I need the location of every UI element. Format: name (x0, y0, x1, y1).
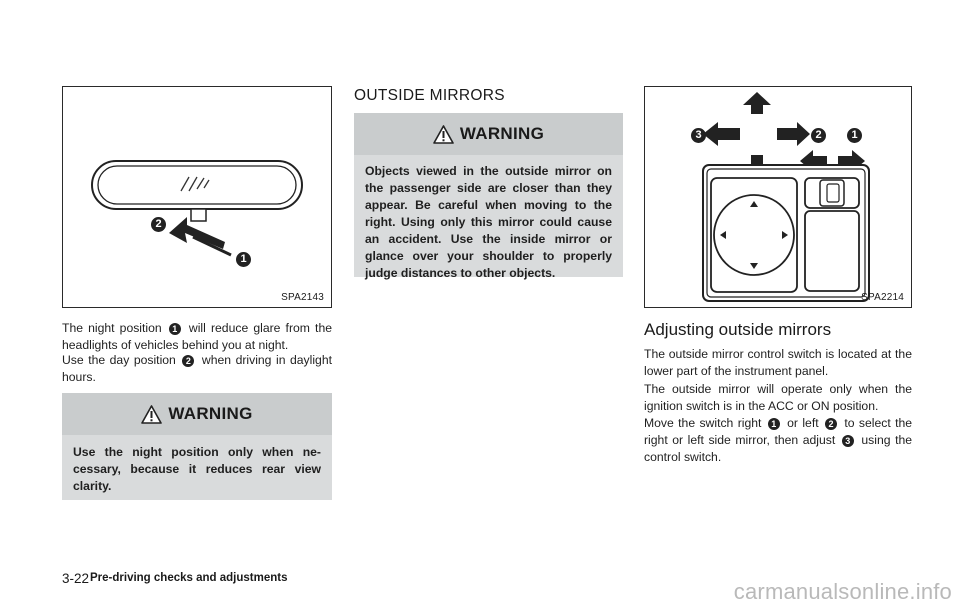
switch-usage-text (644, 415, 912, 466)
page-number: 3-22 (62, 571, 90, 586)
warning-triangle-icon (141, 405, 162, 424)
text-fragment: to select the right or left side mirror, then adjust (644, 416, 913, 447)
text-fragment: The night position (62, 321, 162, 335)
switch-location-text: The outside mirror control switch is located at the lower part of the instrument panel. (644, 347, 912, 378)
text-fragment: using the control switch. (644, 433, 913, 464)
figure-mirror-switch (644, 86, 912, 308)
watermark: carmanualsonline.info (733, 579, 952, 604)
text-fragment: Use the day position (62, 353, 176, 367)
warning-body: Objects viewed in the outside mirror on the passenger side are closer than they appear. Be careful when moving to the right. Using only this mirror could cause an accident. Use the inside mirror or glance over your shoulder to properly judge distances to other objects. (354, 155, 623, 277)
chapter-title: Pre-driving checks and adjustments (90, 572, 288, 584)
arrow-graphic (169, 217, 225, 249)
warning-title: WARNING (168, 404, 253, 423)
warning-title: WARNING (459, 124, 545, 143)
callout-3-badge: 3 (842, 435, 854, 447)
section-title: OUTSIDE MIRRORS (354, 87, 505, 104)
subsection-title: Adjusting outside mirrors (644, 320, 832, 339)
text-fragment: when driving in daylight hours. (62, 353, 332, 384)
callout-1-badge: 1 (768, 418, 780, 430)
callout-2-badge: 2 (825, 418, 837, 430)
text-fragment: Move the switch right (644, 416, 762, 430)
callout-2-badge: 2 (151, 217, 166, 232)
callout-3-badge: 3 (691, 128, 706, 143)
callout-1-badge: 1 (847, 128, 862, 143)
inside-mirror-illustration (63, 87, 330, 306)
warning-body: Use the night position only when ne-cessary, because it reduces rear view clarity. (62, 435, 332, 500)
text-fragment: will reduce glare from the headlights of vehicles behind you at night. (62, 321, 332, 352)
text-fragment: or left (787, 416, 819, 430)
night-position-text (62, 320, 332, 354)
warning-header (354, 113, 623, 155)
callout-1-badge: 1 (169, 323, 181, 335)
warning-triangle-icon (433, 125, 454, 144)
mirror-switch-illustration (645, 87, 910, 306)
warning-header (62, 393, 332, 435)
figure-id: SPA2143 (281, 292, 324, 303)
callout-2-badge: 2 (811, 128, 826, 143)
warning-box-night-position (62, 393, 332, 500)
figure-id: SPA2214 (861, 292, 904, 303)
warning-box-outside-mirror (354, 113, 623, 280)
callout-1-badge: 1 (236, 252, 251, 267)
ignition-text: The outside mirror will operate only when the ignition switch is in the ACC or ON position. (644, 382, 912, 413)
figure-inside-mirror (62, 86, 332, 308)
day-position-text (62, 352, 332, 386)
callout-2-badge: 2 (182, 355, 194, 367)
